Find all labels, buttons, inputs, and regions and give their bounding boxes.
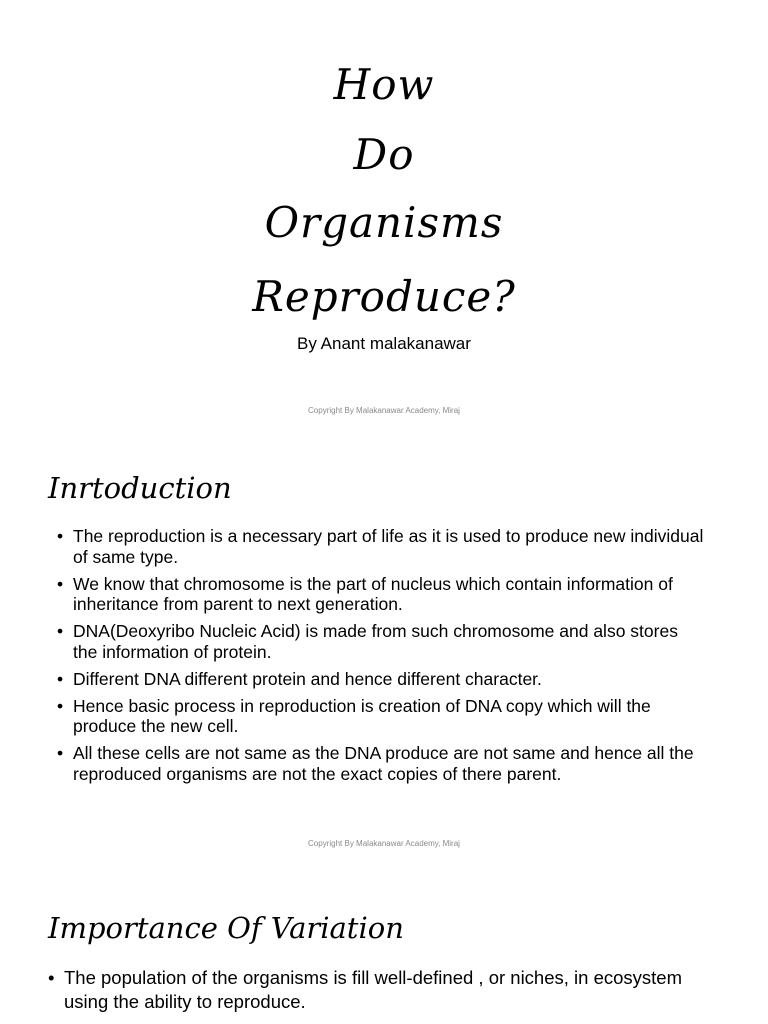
copyright-note-1: Copyright By Malakanawar Academy, Miraj (308, 406, 460, 415)
list-item: • DNA(Deoxyribo Nucleic Acid) is made from such chromosome and also stores the information of protein. (57, 621, 707, 662)
introduction-bullet-list (57, 526, 707, 791)
title-line-4: Reproduce? (252, 272, 516, 321)
list-item: • Different DNA different protein and hence different character. (57, 669, 707, 690)
list-item: • The population of the organisms is fill well-defined , or niches, in ecosystem using the ability to reproduce. (48, 966, 708, 1014)
variation-bullet-list (48, 966, 708, 1021)
list-item: • We know that chromosome is the part of nucleus which contain information of inheritance from parent to next generation. (57, 574, 707, 615)
title-line-1: How (333, 60, 435, 109)
author-byline: By Anant malakanawar (297, 334, 471, 353)
list-item: • All these cells are not same as the DNA produce are not same and hence all the reproduced organisms are not the exact copies of there parent. (57, 743, 707, 784)
copyright-note-2: Copyright By Malakanawar Academy, Miraj (308, 839, 460, 848)
title-line-2: Do (353, 130, 415, 179)
list-item: • Hence basic process in reproduction is creation of DNA copy which will the produce the new cell. (57, 696, 707, 737)
section-heading-variation: Importance Of Variation (48, 911, 404, 945)
list-item: • The reproduction is a necessary part of life as it is used to produce new individual of same type. (57, 526, 707, 567)
section-heading-introduction: Inrtoduction (48, 471, 232, 505)
title-line-3: Organisms (264, 198, 504, 247)
